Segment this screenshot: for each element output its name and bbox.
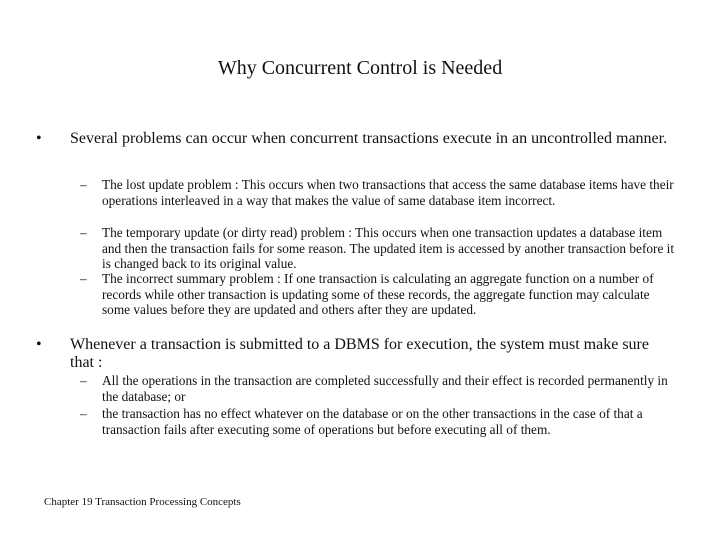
bullet-item bbox=[36, 336, 676, 372]
bullet-text: Whenever a transaction is submitted to a DBMS for execution, the system must make sure that : bbox=[70, 336, 649, 371]
sub-item bbox=[80, 373, 680, 404]
bullet-item bbox=[36, 130, 676, 148]
sub-item bbox=[80, 406, 680, 437]
bullet-text: Several problems can occur when concurrent transactions execute in an uncontrolled manner. bbox=[70, 130, 668, 147]
sub-text: The lost update problem : This occurs when two transactions that access the same database items have their operations interleaved in a way that makes the value of same database item incorrect. bbox=[102, 177, 674, 208]
sub-dash: – bbox=[80, 177, 87, 192]
sub-item bbox=[80, 177, 680, 208]
sub-item bbox=[80, 271, 680, 318]
bullet-dot: • bbox=[36, 130, 42, 147]
sub-text: the transaction has no effect whatever on the database or on the other transactions in the case of that a transaction fails after executing some of operations but before executing all of them. bbox=[102, 406, 643, 437]
sub-dash: – bbox=[80, 406, 87, 421]
sub-dash: – bbox=[80, 271, 87, 286]
bullet-dot: • bbox=[36, 336, 42, 353]
sub-text: The temporary update (or dirty read) problem : This occurs when one transaction updates a database item and then the transaction fails for some reason. The updated item is accessed by another transaction before it is changed back to its original value. bbox=[102, 225, 675, 272]
sub-text: The incorrect summary problem : If one transaction is calculating an aggregate function on a number of records while other transaction is updating some of these records, the aggregate function may calculate some values before they are updated and others after they are updated. bbox=[102, 271, 654, 318]
sub-text: All the operations in the transaction are completed successfully and their effect is recorded permanently in the database; or bbox=[102, 373, 668, 404]
sub-item bbox=[80, 225, 680, 272]
sub-dash: – bbox=[80, 225, 87, 240]
sub-dash: – bbox=[80, 373, 87, 388]
slide-footer: Chapter 19 Transaction Processing Concepts bbox=[44, 496, 241, 508]
slide-title: Why Concurrent Control is Needed bbox=[217, 57, 503, 79]
